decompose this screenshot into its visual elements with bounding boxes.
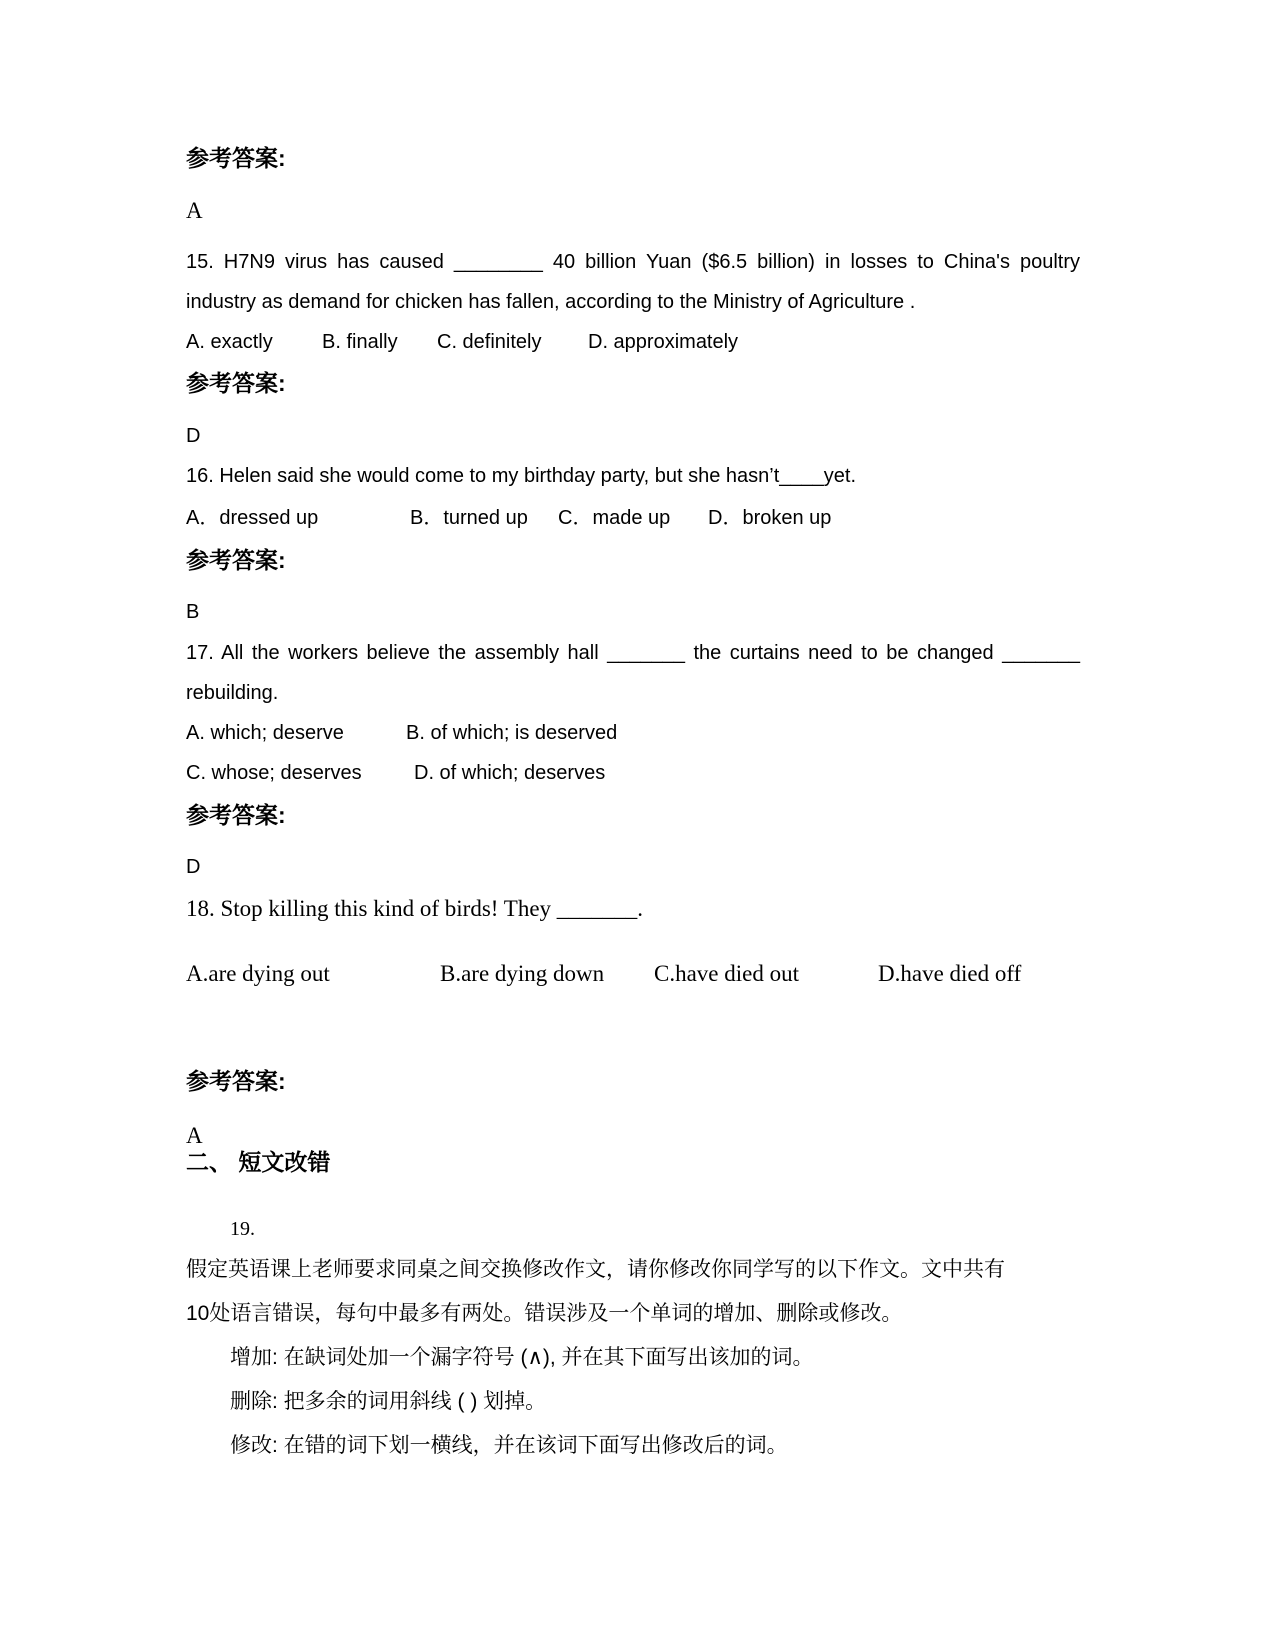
- question-15-option-c: C. definitely: [437, 331, 542, 353]
- question-17-option-c: C. whose; deserves: [186, 762, 362, 784]
- rule-delete: 删除: 把多余的词用斜线 ( ) 划掉。: [230, 1390, 547, 1413]
- question-16-option-a: A．dressed up: [186, 507, 319, 529]
- answer-value: D: [186, 856, 201, 878]
- rule-add: 增加: 在缺词处加一个漏字符号 (∧), 并在其下面写出该加的词。: [230, 1346, 814, 1369]
- question-18-option-b: B.are dying down: [440, 961, 605, 986]
- question-19-number: 19.: [230, 1218, 255, 1240]
- answer-value: B: [186, 601, 200, 623]
- instruction-line1: 假定英语课上老师要求同桌之间交换修改作文，请你修改你同学写的以下作文。文中共有: [186, 1258, 1005, 1281]
- answer-label: 参考答案:: [186, 547, 286, 573]
- question-15-stem-line2: industry as demand for chicken has fallen, according to the Ministry of Agriculture .: [186, 291, 916, 313]
- question-17-option-d: D. of which; deserves: [414, 762, 606, 784]
- question-16-option-b: B．turned up: [410, 507, 528, 529]
- question-16-option-c: C．made up: [558, 507, 671, 529]
- answer-value: A: [186, 1123, 203, 1148]
- rule-modify: 修改: 在错的词下划一横线，并在该词下面写出修改后的词。: [230, 1434, 788, 1457]
- question-15-option-d: D. approximately: [588, 331, 739, 353]
- answer-value: A: [186, 198, 203, 223]
- question-15-option-b: B. finally: [322, 331, 398, 353]
- question-16-stem: 16. Helen said she would come to my birthday party, but she hasn’t____yet.: [186, 465, 857, 487]
- answer-label: 参考答案:: [186, 370, 286, 396]
- question-15-option-a: A. exactly: [186, 331, 273, 353]
- question-17-stem-line2: rebuilding.: [186, 682, 279, 704]
- answer-label: 参考答案:: [186, 1068, 286, 1094]
- answer-value: D: [186, 425, 201, 447]
- question-18-option-a: A.are dying out: [186, 961, 330, 986]
- instruction-line2: 10处语言错误，每句中最多有两处。错误涉及一个单词的增加、删除或修改。: [186, 1302, 903, 1325]
- question-17-option-a: A. which; deserve: [186, 722, 344, 744]
- answer-label: 参考答案:: [186, 802, 286, 828]
- section-title: 二、 短文改错: [186, 1149, 331, 1175]
- question-18-option-c: C.have died out: [654, 961, 799, 986]
- question-16-option-d: D．broken up: [708, 507, 832, 529]
- question-18-option-d: D.have died off: [878, 961, 1022, 986]
- question-17-stem-line1: 17. All the workers believe the assembly hall _______ the curtains need to be changed _______: [186, 642, 1080, 664]
- question-17-option-b: B. of which; is deserved: [406, 722, 618, 744]
- question-18-stem: 18. Stop killing this kind of birds! They _______.: [186, 896, 644, 921]
- answer-label: 参考答案:: [186, 145, 286, 171]
- question-15-stem-line1: 15. H7N9 virus has caused ________ 40 billion Yuan ($6.5 billion) in losses to China's poultry: [186, 251, 1080, 273]
